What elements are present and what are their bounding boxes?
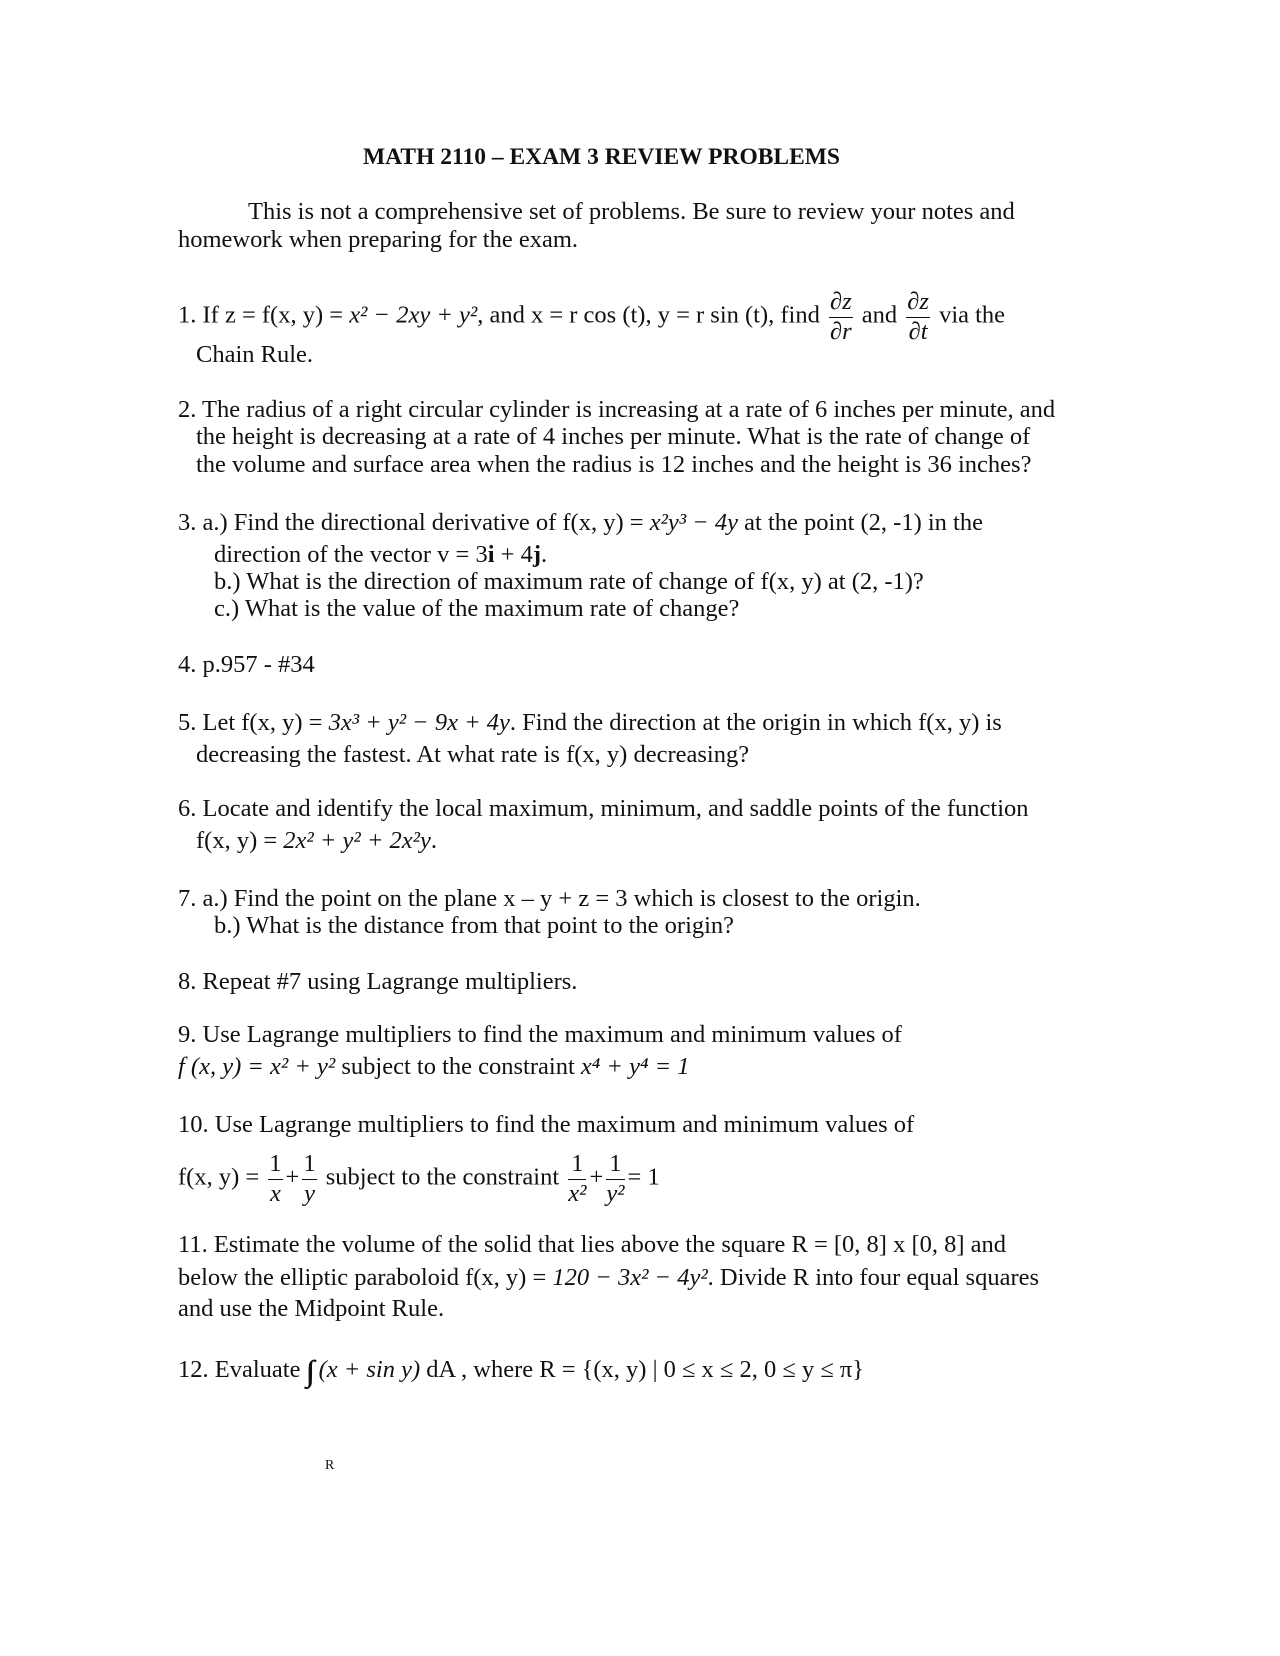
problem-7-part-b: b.) What is the distance from that point to the origin?	[214, 912, 735, 939]
page-title: MATH 2110 – EXAM 3 REVIEW PROBLEMS	[363, 144, 840, 170]
problem-3-part-a-line-2: direction of the vector v = 3i + 4j.	[214, 541, 548, 568]
problem-2-line-2: the height is decreasing at a rate of 4 inches per minute. What is the rate of change of	[196, 423, 1031, 450]
problem-1-text-b: , and x = r cos (t), y = r sin (t), find	[477, 301, 820, 329]
intro-line-1: This is not a comprehensive set of problems. Be sure to review your notes and	[248, 198, 1015, 225]
one-over-x-squared-fraction: $\frac{1}{\text{x²}}$	[568, 1150, 587, 1207]
integral-region-label: R	[325, 1458, 335, 1473]
problem-2-line-1: 2. The radius of a right circular cylinder is increasing at a rate of 6 inches per minute, and	[178, 396, 1056, 423]
problem-11-line-2: below the elliptic paraboloid f(x, y) = 120 − 3x² − 4y². Divide R into four equal squares	[178, 1264, 1040, 1291]
problem-8: 8. Repeat #7 using Lagrange multipliers.	[178, 968, 578, 995]
problem-9-line-1: 9. Use Lagrange multipliers to find the maximum and minimum values of	[178, 1021, 902, 1048]
problem-1-expression: x² − 2xy + y²	[349, 301, 478, 329]
unit-vector-i: i	[487, 541, 495, 568]
problem-1-text-a: 1. If z = f(x, y) =	[178, 301, 350, 329]
one-over-y-fraction: $\frac{1}{y}$	[303, 1150, 316, 1207]
problem-12: 12. Evaluate (x + sin y) dA , where R = {(x, y) | 0 ≤ x ≤ 2, 0 ≤ y ≤ π}	[178, 1356, 865, 1383]
partial-z-t-fraction: $\frac{\partial z}{\partial t}$	[907, 288, 929, 345]
problem-11-line-3: and use the Midpoint Rule.	[178, 1295, 445, 1322]
unit-vector-j: j	[532, 541, 542, 568]
intro-line-2: homework when preparing for the exam.	[178, 226, 579, 253]
problem-1-text-c: via the	[939, 301, 1006, 329]
problem-3-part-a-line-1: 3. a.) Find the directional derivative of f(x, y) = x²y³ − 4y at the point (2, -1) in the	[178, 509, 983, 536]
problem-9-function: f (x, y) = x² + y²	[178, 1053, 336, 1080]
problem-10-line-1: 10. Use Lagrange multipliers to find the maximum and minimum values of	[178, 1111, 915, 1138]
problem-6-line-2: f(x, y) = 2x² + y² + 2x²y.	[196, 827, 438, 854]
problem-5-line-2: decreasing the fastest. At what rate is f(x, y) decreasing?	[196, 741, 750, 768]
one-over-x-fraction: $\frac{1}{x}$	[269, 1150, 282, 1207]
problem-10-line-2: f(x, y) = $\frac{1}{x}$ + $\frac{1}{y}$ subject to the constraint $\frac{1}{\text{x²}}$ + $\frac{1}{\text{y²}}$ = 1	[178, 1150, 660, 1207]
problem-6-expression: 2x² + y² + 2x²y	[283, 827, 431, 854]
problem-9-constraint: x⁴ + y⁴ = 1	[580, 1053, 690, 1080]
problem-7-part-a: 7. a.) Find the point on the plane x – y + z = 3 which is closest to the origin.	[178, 885, 921, 912]
problem-3-part-b: b.) What is the direction of maximum rate of change of f(x, y) at (2, -1)?	[214, 568, 924, 595]
problem-1-and: and	[861, 301, 898, 329]
problem-1-line-1	[178, 290, 1005, 344]
one-over-y-squared-fraction: $\frac{1}{\text{y²}}$	[606, 1150, 625, 1207]
problem-3-expression: x²y³ − 4y	[649, 509, 739, 536]
problem-3-part-c: c.) What is the value of the maximum rate of change?	[214, 595, 740, 622]
problem-12-integrand: (x + sin y)	[318, 1356, 421, 1383]
partial-z-r-fraction: $\frac{\partial z}{\partial r}$	[830, 288, 852, 345]
problem-2-line-3: the volume and surface area when the radius is 12 inches and the height is 36 inches?	[196, 451, 1032, 478]
problem-9-line-2: f (x, y) = x² + y² subject to the constraint x⁴ + y⁴ = 1	[178, 1053, 690, 1080]
problem-1-line-2: Chain Rule.	[196, 341, 314, 368]
problem-11-expression: 120 − 3x² − 4y²	[552, 1264, 708, 1291]
problem-5-expression: 3x³ + y² − 9x + 4y	[328, 709, 510, 736]
problem-11-line-1: 11. Estimate the volume of the solid that lies above the square R = [0, 8] x [0, 8] and	[178, 1231, 1007, 1258]
problem-6-line-1: 6. Locate and identify the local maximum, minimum, and saddle points of the function	[178, 795, 1029, 822]
problem-4: 4. p.957 - #34	[178, 651, 315, 678]
problem-5-line-1: 5. Let f(x, y) = 3x³ + y² − 9x + 4y. Find the direction at the origin in which f(x, y) is	[178, 709, 1002, 736]
